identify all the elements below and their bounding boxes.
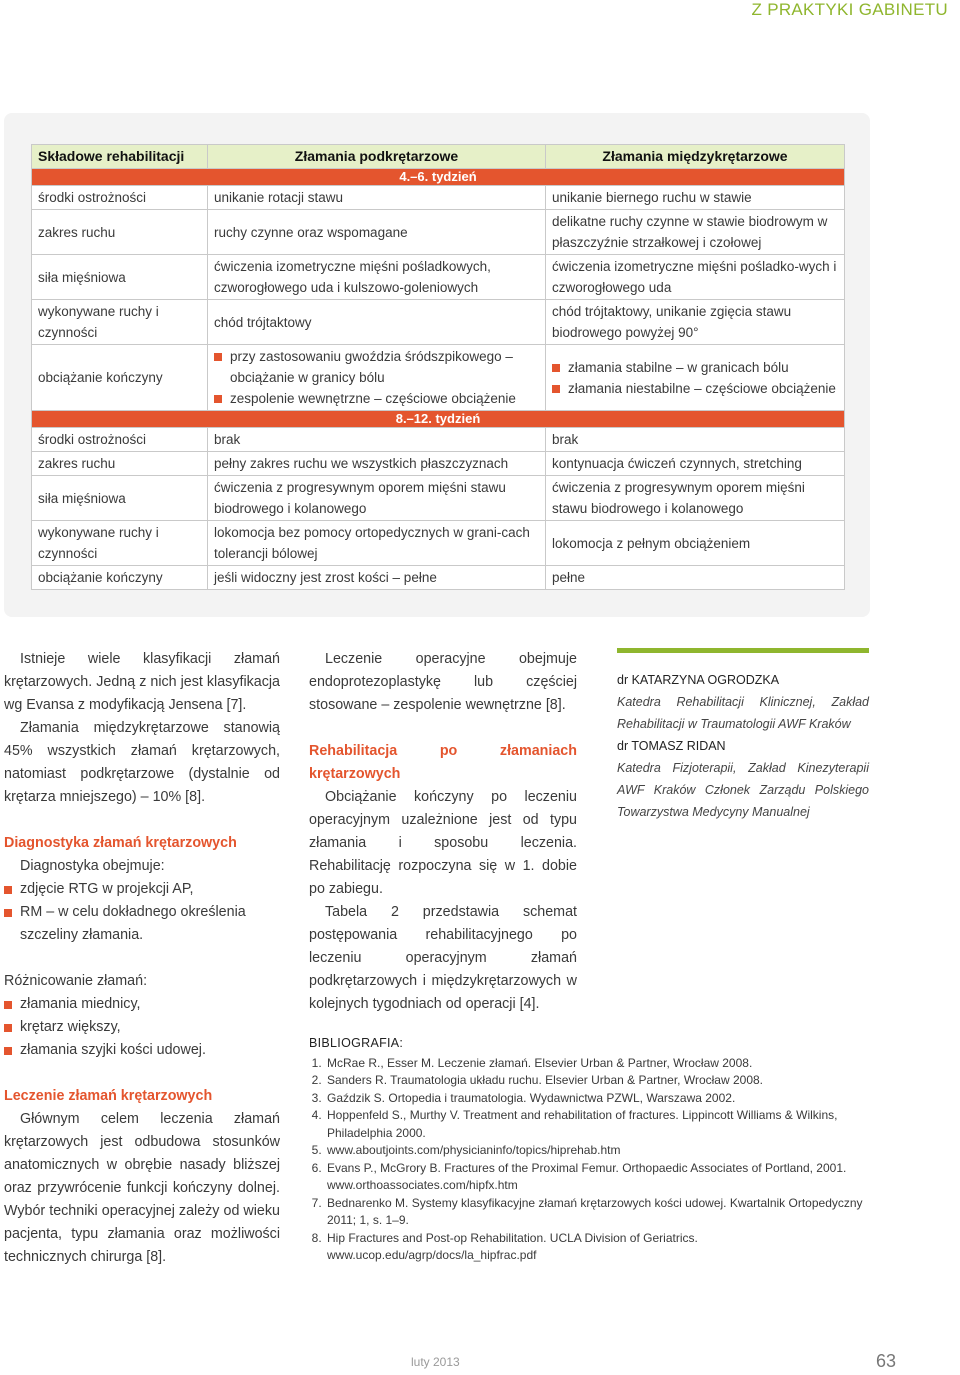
paragraph: Leczenie operacyjne obejmuje endoprotezoplastykę lub częściej stosowane – zespolenie wewnętrzne [8]. (309, 651, 577, 713)
table-cell: lokomocja z pełnym obciążeniem (546, 521, 845, 566)
bibliography-item: 3. Gaździk S. Ortopedia i traumatologia. Wydawnictwa PZWL, Warszawa 2002. (325, 1090, 874, 1108)
list-item: złamania stabilne – w granicach bólu (552, 357, 838, 378)
author-name: dr KATARZYNA OGRODZKA (617, 673, 780, 687)
table-cell (208, 345, 546, 411)
table-cell: unikanie rotacji stawu (208, 186, 546, 210)
table-cell: ćwiczenia z progresywnym oporem mięśni stawu biodrowego i kolanowego (546, 476, 845, 521)
list-item: zespolenie wewnętrzne – częściowe obciążenie (214, 388, 539, 409)
table-cell: unikanie biernego ruchu w stawie (546, 186, 845, 210)
subheading: Diagnostyka złamań krętarzowych (4, 835, 237, 851)
week-header-row (32, 411, 845, 428)
table-row (32, 300, 845, 345)
table-cell: ćwiczenia izometryczne mięśni pośladko-wych i czworogłowego uda (546, 255, 845, 300)
list-item: złamania szyjki kości udowej. (4, 1039, 280, 1062)
section-header: Z PRAKTYKI GABINETU (751, 0, 948, 19)
table-row (32, 428, 845, 452)
subheading: Rehabilitacja po złamaniach krętarzowych (309, 743, 577, 782)
bibliography-item: 4. Hoppenfeld S., Murthy V. Treatment and rehabilitation of fractures. Lippincott Williams & Wilkins, Philadelphia 2000. (325, 1107, 874, 1142)
bibliography-title: BIBLIOGRAFIA: (309, 1036, 404, 1050)
list-item: złamania miednicy, (4, 993, 280, 1016)
table-cell: brak (546, 428, 845, 452)
bibliography-item: 7. Bednarenko M. Systemy klasyfikacyjne złamań krętarzowych kości udowej. Kwartalnik Ortopedyczny 2011; 1, s. 1–9. (325, 1195, 874, 1230)
paragraph: Obciążanie kończyny po leczeniu operacyjnym uzależnione jest od typu złamania i sposobu leczenia. Rehabilitację rozpoczyna się w 1. dobie po zabiegu. (309, 789, 577, 897)
row-label: siła mięśniowa (32, 255, 208, 300)
paragraph: Diagnostyka obejmuje: (20, 858, 165, 874)
text-column-1 (4, 648, 280, 1269)
subheading: Leczenie złamań krętarzowych (4, 1088, 213, 1104)
column-header: Złamania międzykrętarzowe (546, 145, 845, 169)
bibliography-item: 5. www.aboutjoints.com/physicianinfo/topics/hiprehab.htm (325, 1142, 874, 1160)
week-header-row (32, 169, 845, 186)
list-item: RM – w celu dokładnego określenia szczeliny złamania. (4, 901, 280, 947)
bibliography-item: 1. McRae R., Esser M. Leczenie złamań. Elsevier Urban & Partner, Wrocław 2008. (325, 1055, 874, 1073)
row-label: wykonywane ruchy i czynności (32, 521, 208, 566)
table-cell: pełne (546, 566, 845, 590)
author-affiliation: Katedra Fizjoterapii, Zakład Kinezyterapii AWF Kraków Członek Zarządu Polskiego Towarzystwa Medycyny Manualnej (617, 761, 869, 819)
table-row (32, 452, 845, 476)
table-row (32, 255, 845, 300)
table-header-row (32, 145, 845, 169)
list-item: złamania niestabilne – częściowe obciążenie (552, 378, 838, 399)
row-label: środki ostrożności (32, 186, 208, 210)
table-row (32, 210, 845, 255)
page-number: 63 (875, 1351, 896, 1371)
paragraph: Głównym celem leczenia złamań krętarzowych jest odbudowa stosunków anatomicznych w obrębie nasady bliższej oraz przywrócenie funkcji kończyny dolnej. Wybór techniki operacyjnej zależy od wieku pacjenta, typu złamania oraz możliwości technicznych chirurga [8]. (4, 1111, 280, 1265)
table-cell: pełny zakres ruchu we wszystkich płaszczyznach (208, 452, 546, 476)
table-row (32, 476, 845, 521)
table-row (32, 521, 845, 566)
table-cell: brak (208, 428, 546, 452)
authors-column (617, 648, 869, 823)
bullet-list (214, 346, 539, 409)
list-item: krętarz większy, (4, 1016, 280, 1039)
table-row (32, 566, 845, 590)
table-cell: delikatne ruchy czynne w stawie biodrowym w płaszczyźnie strzałkowej i czołowej (546, 210, 845, 255)
row-label: środki ostrożności (32, 428, 208, 452)
table-cell (546, 345, 845, 411)
rehab-table (31, 144, 845, 590)
author-affiliation: Katedra Rehabilitacji Klinicznej, Zakład Rehabilitacji w Traumatologii AWF Kraków (617, 695, 869, 731)
week-label: 4.–6. tydzień (32, 169, 845, 186)
row-label: obciążanie kończyny (32, 566, 208, 590)
bullet-list (4, 878, 280, 947)
bibliography-list (309, 1055, 874, 1265)
table-cell: jeśli widoczny jest zrost kości – pełne (208, 566, 546, 590)
table-cell: ćwiczenia izometryczne mięśni pośladkowych, czworogłowego uda i kulszowo-goleniowych (208, 255, 546, 300)
divider (617, 648, 869, 653)
bibliography-item: 8. Hip Fractures and Post-op Rehabilitation. UCLA Division of Geriatrics. www.ucop.edu/agrp/docs/la_hipfrac.pdf (325, 1230, 874, 1265)
paragraph: Różnicowanie złamań: (4, 973, 148, 989)
author-name: dr TOMASZ RIDAN (617, 739, 726, 753)
week-label: 8.–12. tydzień (32, 411, 845, 428)
issue-date: luty 2013 (411, 1355, 460, 1369)
paragraph: Istnieje wiele klasyfikacji złamań krętarzowych. Jedną z nich jest klasyfikacja wg Evansa z modyfikacją Jensena [7]. (4, 651, 280, 713)
row-label: siła mięśniowa (32, 476, 208, 521)
column-header: Złamania podkrętarzowe (208, 145, 546, 169)
row-label: zakres ruchu (32, 210, 208, 255)
table-cell: chód trójtaktowy, unikanie zgięcia stawu biodrowego powyżej 90° (546, 300, 845, 345)
table-cell: chód trójtaktowy (208, 300, 546, 345)
row-label: wykonywane ruchy i czynności (32, 300, 208, 345)
paragraph: Złamania międzykrętarzowe stanowią 45% wszystkich złamań krętarzowych, natomiast podkrętarzowe (dystalnie od krętarza mniejszego) – 10% [8]. (4, 720, 280, 805)
table-cell: ruchy czynne oraz wspomagane (208, 210, 546, 255)
table-row (32, 186, 845, 210)
bullet-list (552, 357, 838, 399)
bibliography-item: 6. Evans P., McGrory B. Fractures of the Proximal Femur. Orthopaedic Associates of Portland, 2001. www.orthoassociates.com/hipfx.htm (325, 1160, 874, 1195)
row-label: zakres ruchu (32, 452, 208, 476)
table-cell: ćwiczenia z progresywnym oporem mięśni stawu biodrowego i kolanowego (208, 476, 546, 521)
bullet-list (4, 993, 280, 1062)
list-item: zdjęcie RTG w projekcji AP, (4, 878, 280, 901)
row-label: obciążanie kończyny (32, 345, 208, 411)
table-cell: lokomocja bez pomocy ortopedycznych w grani-cach tolerancji bólowej (208, 521, 546, 566)
bibliography (309, 1035, 874, 1265)
paragraph: Tabela 2 przedstawia schemat postępowania rehabilitacyjnego po leczeniu operacyjnym złamań podkrętarzowych i międzykrętarzowych w kolejnych tygodniach od operacji [4]. (309, 904, 577, 1012)
text-column-2 (309, 648, 577, 1016)
column-header: Składowe rehabilitacji (32, 145, 208, 169)
bibliography-item: 2. Sanders R. Traumatologia układu ruchu. Elsevier Urban & Partner, Wrocław 2008. (325, 1072, 874, 1090)
table-cell: kontynuacja ćwiczeń czynnych, stretching (546, 452, 845, 476)
list-item: przy zastosowaniu gwoździa śródszpikowego – obciążanie w granicy bólu (214, 346, 539, 388)
table-row (32, 345, 845, 411)
